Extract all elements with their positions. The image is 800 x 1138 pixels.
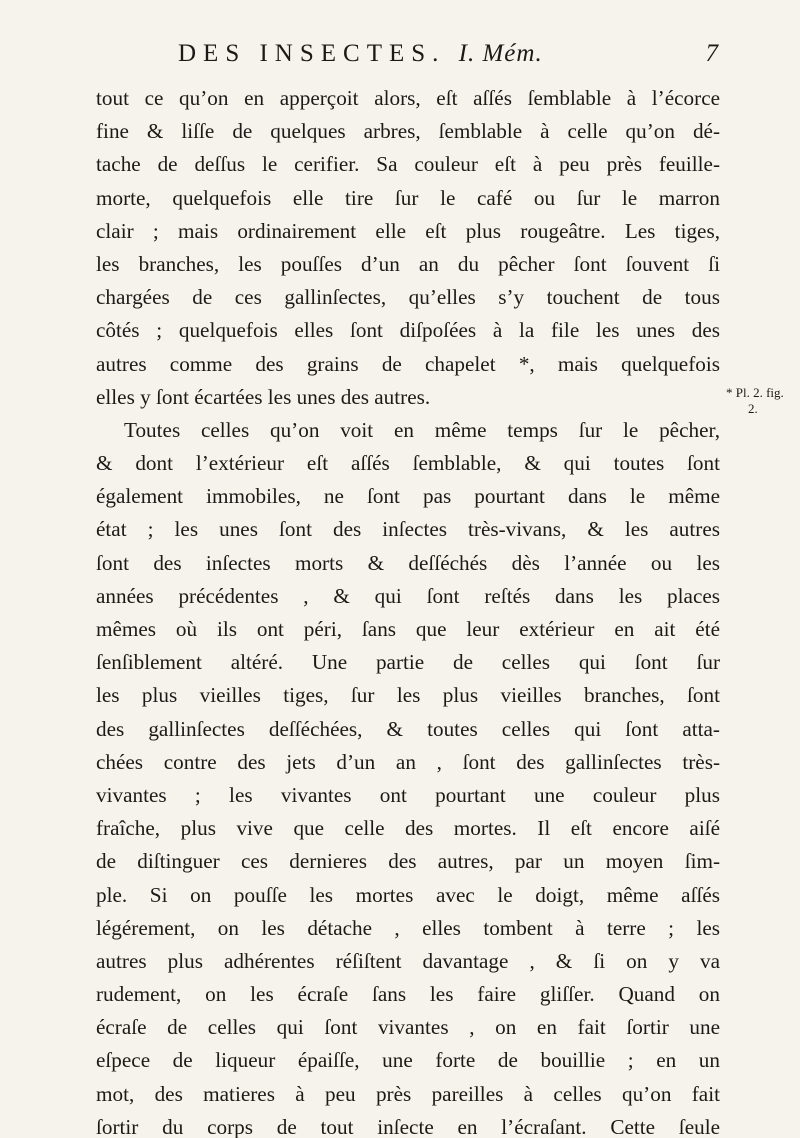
- page-number: 7: [705, 40, 718, 67]
- running-header: [178, 40, 718, 74]
- text-line: clair ; mais ordinairement elle eſt plus rougeâtre. Les tiges,: [96, 218, 720, 243]
- margin-note-line-1: * Pl. 2. fig.: [726, 385, 784, 400]
- text-line: chées contre des jets d’un an , ſont des gallinſectes très-: [96, 749, 720, 774]
- text-line: état ; les unes ſont des inſectes très-vivans, & les autres: [96, 517, 720, 542]
- text-line: ſont des inſectes morts & deſſéchés dès l’année ou les: [96, 550, 720, 575]
- text-line: années précédentes , & qui ſont reſtés dans les places: [96, 583, 720, 608]
- text-line: mot, des matieres à peu près pareilles à celles qu’on fait: [96, 1081, 720, 1106]
- text-line: eſpece de liqueur épaiſſe, une forte de bouillie ; en un: [96, 1048, 720, 1073]
- text-line: tache de deſſus le cerifier. Sa couleur eſt à peu près feuille-: [96, 152, 720, 177]
- text-line: les plus vieilles tiges, ſur les plus vieilles branches, ſont: [96, 683, 720, 708]
- margin-note-plate-reference: [726, 385, 784, 417]
- text-line: également immobiles, ne ſont pas pourtant dans le même: [96, 484, 720, 509]
- running-title-text: DES INSECTES.: [178, 40, 446, 67]
- margin-note-line-2: 2.: [748, 401, 758, 416]
- text-line: légérement, on les détache , elles tombent à terre ; les: [96, 915, 720, 940]
- page-body-text: [96, 82, 720, 1138]
- running-title: [178, 40, 543, 68]
- text-line: ſenſiblement altéré. Une partie de celles qui ſont ſur: [96, 650, 720, 675]
- text-line: autres comme des grains de chapelet *, mais quelquefois: [96, 351, 720, 376]
- text-line: ſortir du corps de tout inſecte en l’écraſant. Cette ſeule: [96, 1114, 720, 1138]
- text-line: Toutes celles qu’on voit en même temps ſur le pêcher,: [124, 417, 720, 442]
- text-line: morte, quelquefois elle tire ſur le café ou ſur le marron: [96, 185, 720, 210]
- text-line: rudement, on les écraſe ſans les faire gliſſer. Quand on: [96, 982, 720, 1007]
- text-line: fine & liſſe de quelques arbres, ſemblable à celle qu’on dé-: [96, 119, 720, 144]
- text-line: vivantes ; les vivantes ont pourtant une couleur plus: [96, 782, 720, 807]
- text-line: ple. Si on pouſſe les mortes avec le doigt, même aſſés: [96, 882, 720, 907]
- running-title-section: I. Mém.: [458, 40, 543, 67]
- text-line: écraſe de celles qui ſont vivantes , on en fait ſortir une: [96, 1015, 720, 1040]
- text-line: de diſtinguer ces dernieres des autres, par un moyen ſim-: [96, 849, 720, 874]
- text-line: les branches, les pouſſes d’un an du pêcher ſont ſouvent ſi: [96, 251, 720, 276]
- text-line: tout ce qu’on en apperçoit alors, eſt aſſés ſemblable à l’écorce: [96, 86, 720, 110]
- text-line: mêmes où ils ont péri, ſans que leur extérieur en ait été: [96, 617, 720, 641]
- text-line: chargées de ces gallinſectes, qu’elles s’y touchent de tous: [96, 285, 720, 310]
- text-line: côtés ; quelquefois elles ſont diſpoſées à la file les unes des: [96, 318, 720, 343]
- text-line: autres plus adhérentes réſiſtent davantage , & ſi on y va: [96, 948, 720, 973]
- text-line: des gallinſectes deſſéchées, & toutes celles qui ſont atta-: [96, 716, 720, 741]
- text-line: & dont l’extérieur eſt aſſés ſemblable, & qui toutes ſont: [96, 451, 720, 476]
- text-line: elles y ſont écartées les unes des autres.: [96, 384, 431, 409]
- text-line: fraîche, plus vive que celle des mortes. Il eſt encore aiſé: [96, 816, 720, 841]
